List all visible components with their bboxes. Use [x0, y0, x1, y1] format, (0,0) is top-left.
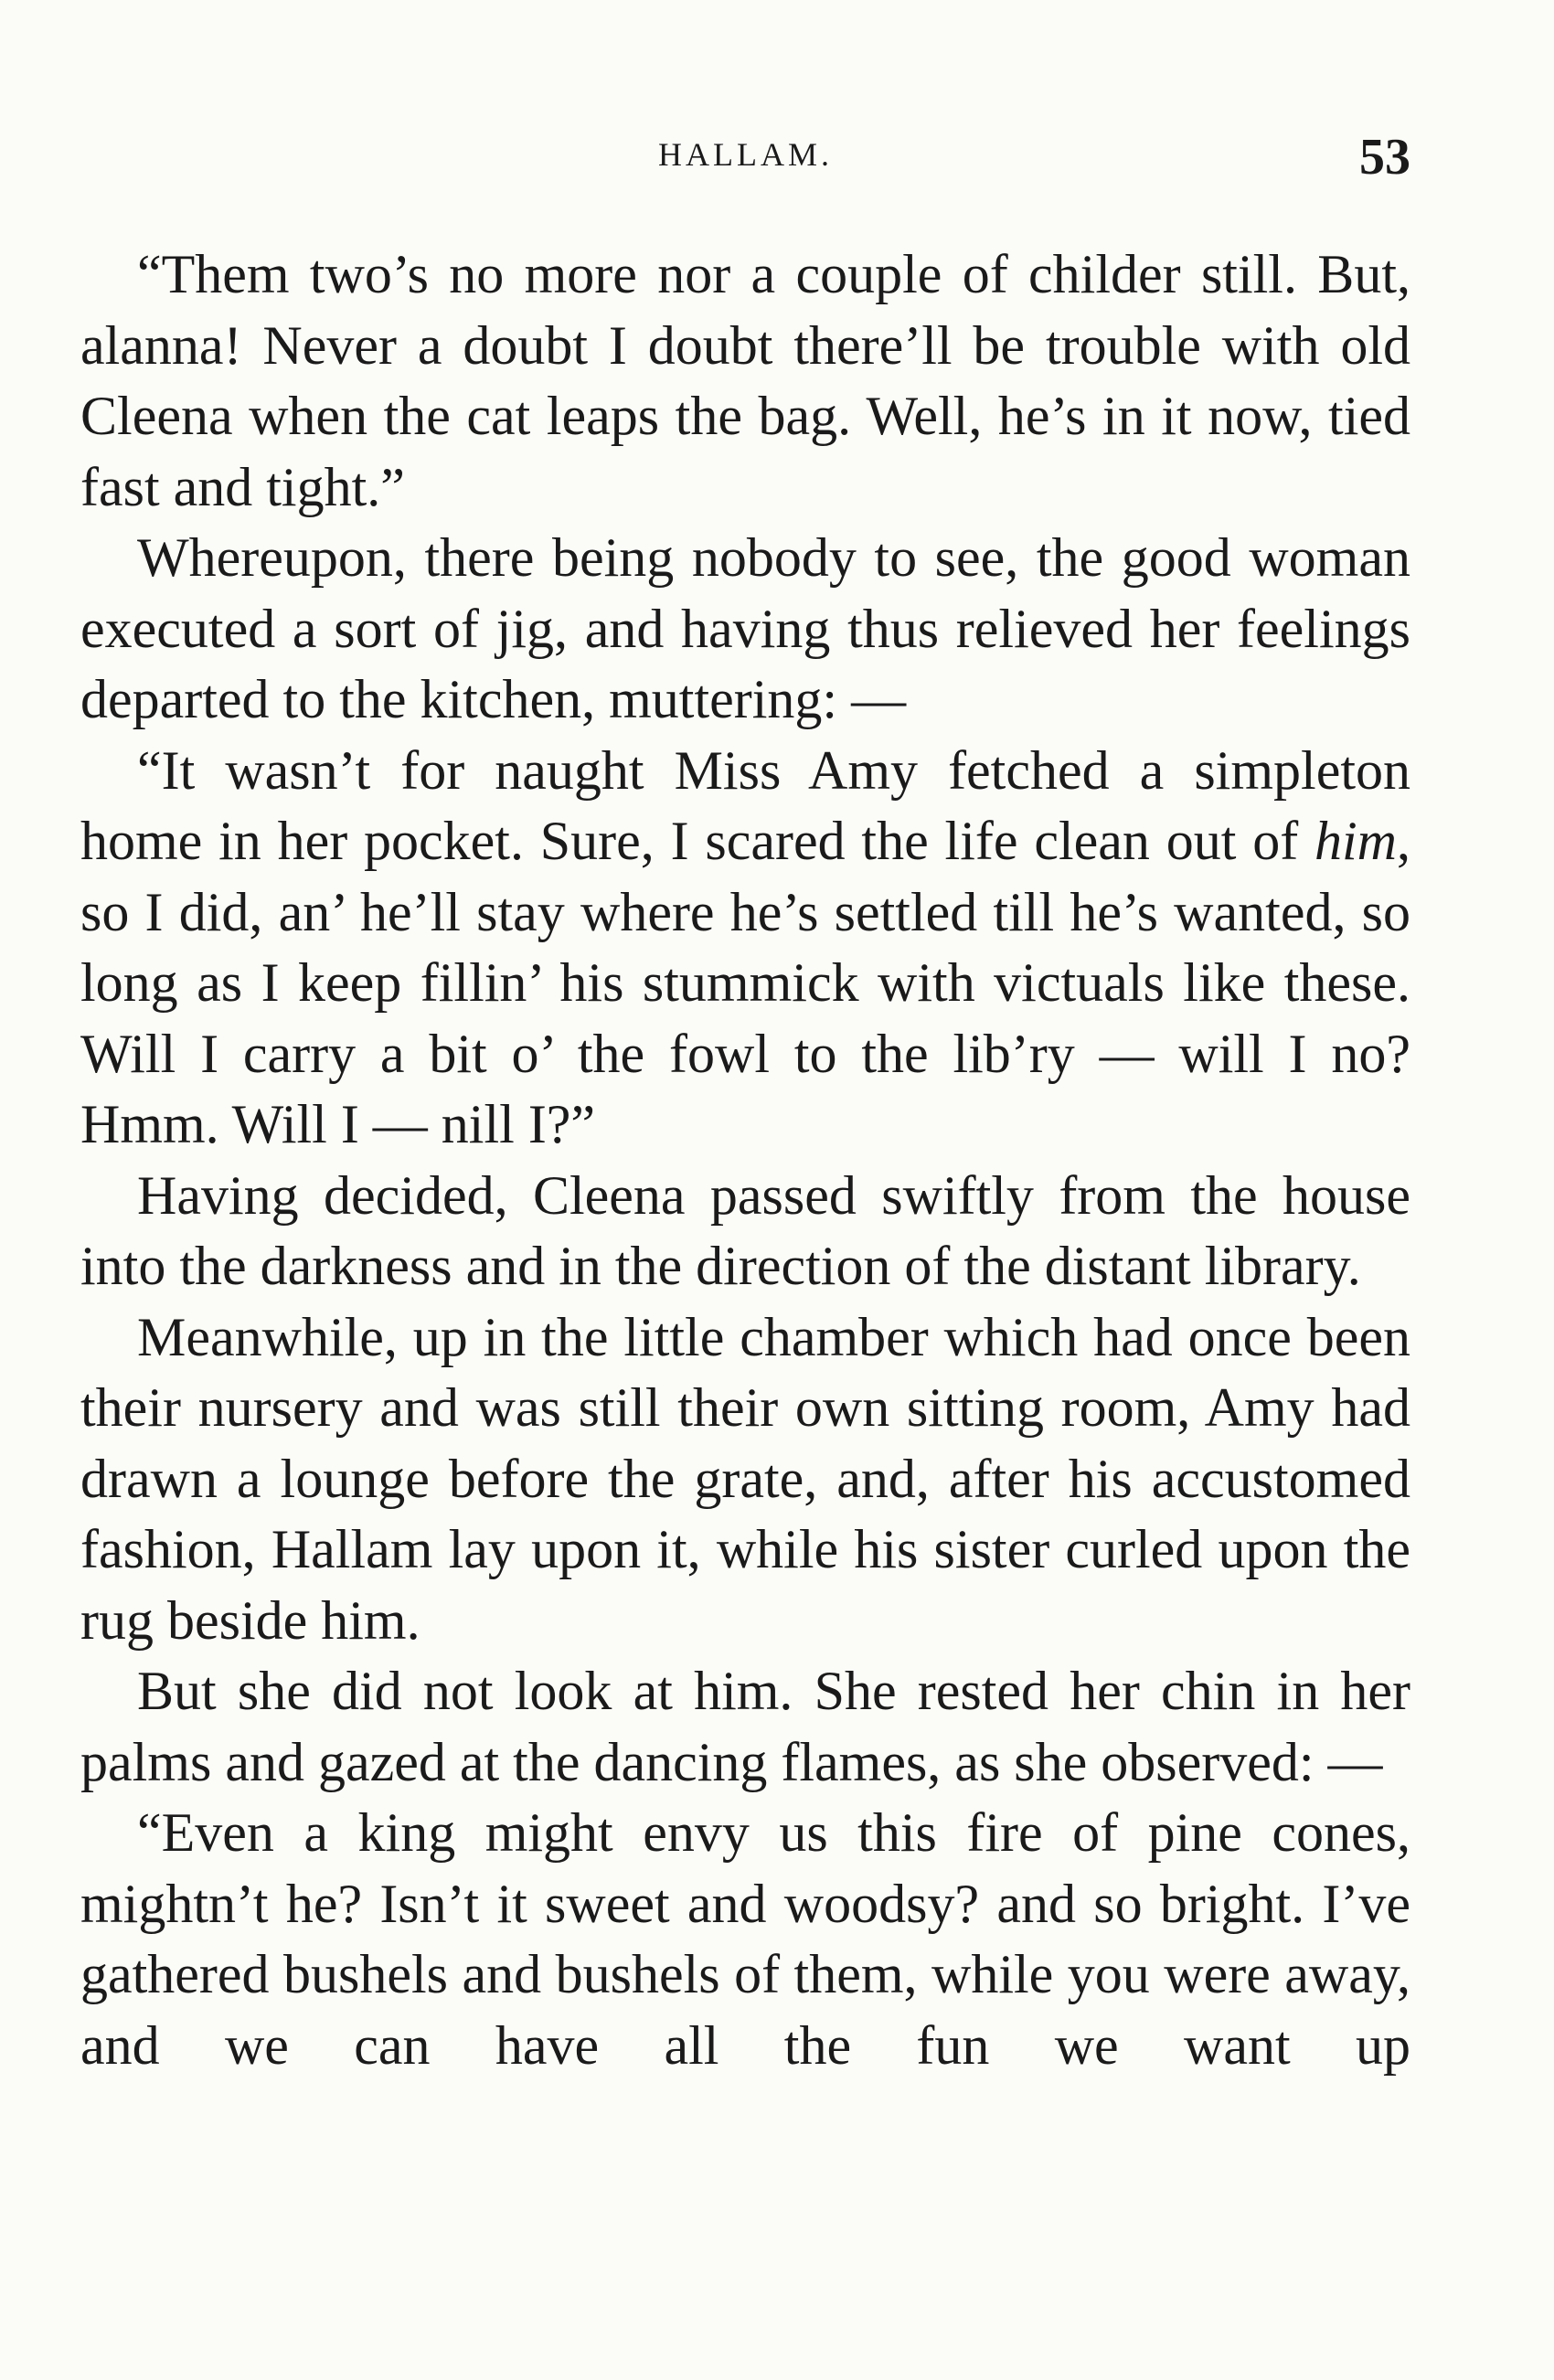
paragraph-6: But she did not look at him. She rested her chin in her palms and gazed at the dancing flames, as she observed: —	[80, 1661, 1410, 1792]
paragraph-2: Whereupon, there being nobody to see, the good woman executed a sort of jig, and having thus relieved her feelings departed to the kitchen, muttering: —	[80, 527, 1410, 729]
paragraph-1: “Them two’s no more nor a couple of childer still. But, alanna! Never a doubt I doubt there’ll be trouble with old Cleena when the cat leaps the bag. Well, he’s in it now, tied fast and tight.”	[80, 244, 1410, 517]
paragraph-3-before: “It wasn’t for naught Miss Amy fetched a simpleton home in her pocket. Sure, I scared the life clean out of	[80, 739, 1410, 871]
book-page	[80, 128, 1410, 2081]
paragraph-3	[80, 736, 1410, 1161]
paragraph-3-italic: him	[1315, 811, 1397, 871]
paragraph-5: Meanwhile, up in the little chamber which had once been their nursery and was still their own sitting room, Amy had drawn a lounge before the grate, and, after his accustomed fashion, Hallam lay upon it, while his sister curled upon the rug beside him.	[80, 1306, 1410, 1651]
paragraph-7: “Even a king might envy us this fire of pine cones, mightn’t he? Isn’t it sweet and woodsy? and so bright. I’ve gathered bushels and bushels of them, while you were away, and we can have all the fun we want up	[80, 1802, 1410, 2076]
body-text	[80, 239, 1410, 2081]
paragraph-4: Having decided, Cleena passed swiftly from the house into the darkness and in the direction of the distant library.	[80, 1164, 1410, 1296]
running-head	[80, 128, 1410, 186]
page-number: 53	[1359, 129, 1410, 186]
paragraph-3-after: , so I did, an’ he’ll stay where he’s settled till he’s wanted, so long as I keep fillin’ his stummick with victuals like these. Will I carry a bit o’ the fowl to the lib’ry — will I no? Hmm. Will I — nill I?”	[80, 811, 1410, 1154]
running-title: HALLAM.	[658, 136, 833, 173]
